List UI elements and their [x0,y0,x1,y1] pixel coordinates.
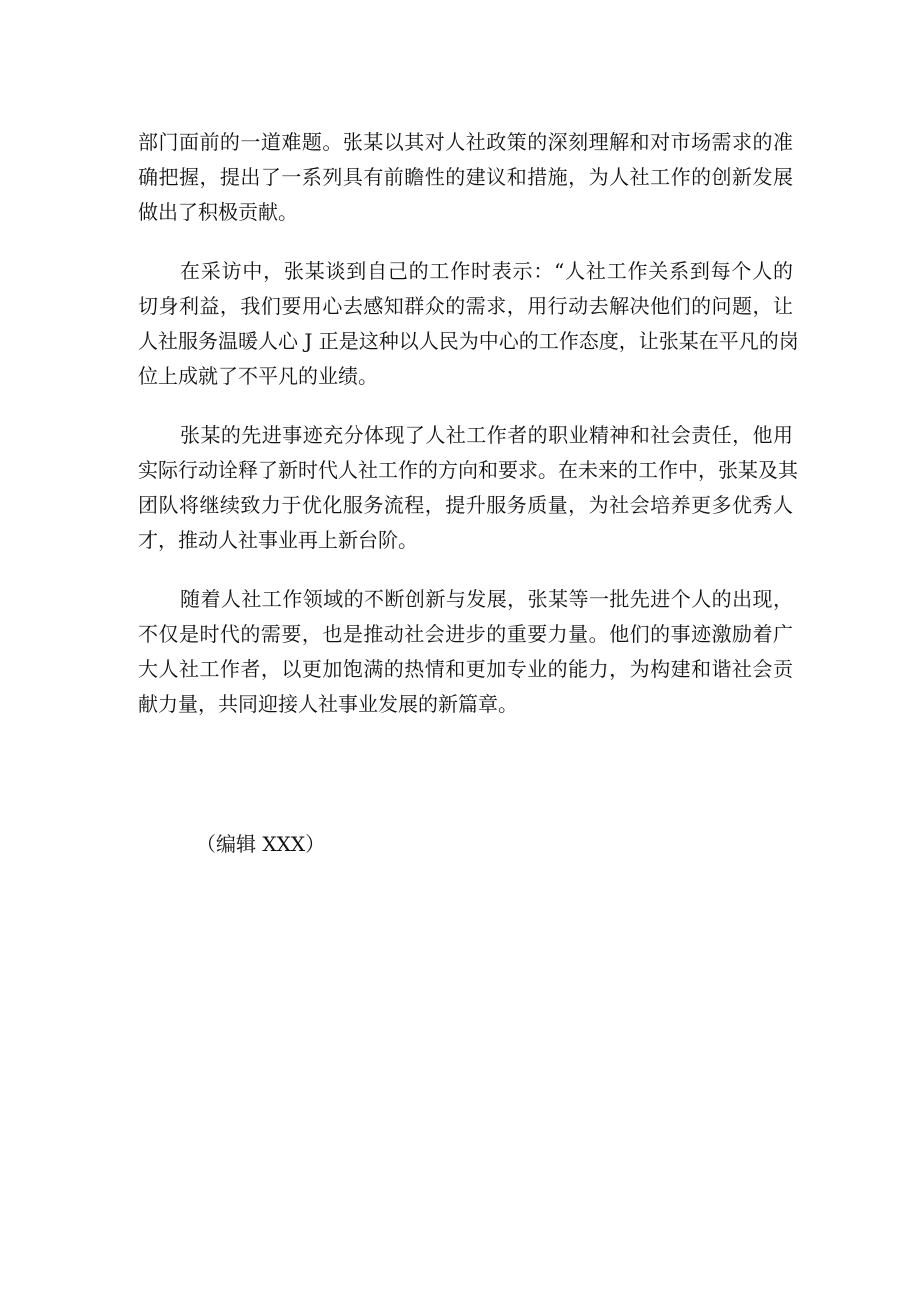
paragraph-continuation [138,125,793,230]
text-line: 在采访中，张某谈到自己的工作时表示：“人社工作关系到每个人的 [180,259,793,283]
text-line: 切身利益，我们要用心去感知群众的需求，用行动去解决他们的问题，让 [138,294,793,318]
text-line: 位上成就了不平凡的业绩。 [138,364,378,388]
text-line: 团队将继续致力于优化服务流程，提升服务质量，为社会培养更多优秀人 [138,493,793,517]
paragraph-conclusion [138,582,793,722]
text-line: 献力量，共同迎接人社事业发展的新篇章。 [138,692,518,716]
text-line: 实际行动诠释了新时代人社工作的方向和要求。在未来的工作中，张某及其 [138,458,798,482]
text-line: 人社服务温暖人心 J 正是这种以人民为中心的工作态度，让张某在平凡的岗 [138,329,799,353]
article-body [138,125,799,746]
text-line: 大人社工作者，以更加饱满的热情和更加专业的能力，为构建和谐社会贡 [138,657,793,681]
text-line: 做出了积极贡献。 [138,200,298,224]
text-line: 部门面前的一道难题。张某以其对人社政策的深刻理解和对市场需求的准 [138,130,793,154]
text-line: 随着人社工作领域的不断创新与发展，张某等一批先进个人的出现， [180,587,793,611]
text-line: 才，推动人社事业再上新台阶。 [138,528,418,552]
paragraph-interview [138,254,799,394]
editor-credit: （编辑 XXX） [196,832,326,856]
text-line: 确把握，提出了一系列具有前瞻性的建议和措施，为人社工作的创新发展 [138,165,793,189]
text-line: 不仅是时代的需要，也是推动社会进步的重要力量。他们的事迹激励着广 [138,622,793,646]
text-line: 张某的先进事迹充分体现了人社工作者的职业精神和社会责任，他用 [180,423,793,447]
paragraph-achievements [138,418,798,558]
